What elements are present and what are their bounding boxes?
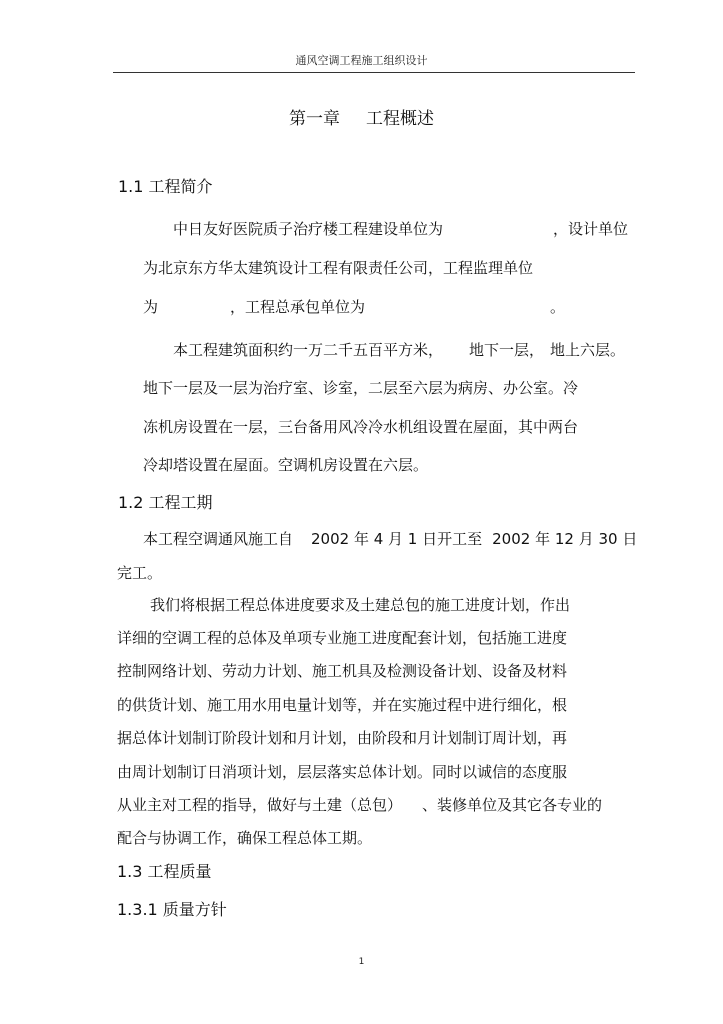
subsection-1-3-1-heading: 1.3.1 质量方针: [117, 900, 227, 919]
section-1-3-heading: 1.3 工程质量: [117, 862, 212, 881]
page-number: 1: [358, 957, 365, 967]
para-line: 冻机房设置在一层，三台备用风冷冷水机组设置在屋面，其中两台: [143, 418, 579, 436]
chapter-number: 第一章: [289, 109, 340, 129]
para-line: 本工程空调通风施工自 2002 年 4 月 1 日开工至 2002 年 12 月 30 日: [143, 530, 638, 548]
running-header: 通风空调工程施工组织设计: [295, 54, 428, 67]
para-line: 为 ，工程总承包单位为 。: [143, 298, 566, 316]
para-line: 冷却塔设置在屋面。空调机房设置在六层。: [143, 456, 429, 474]
para-line: 为北京东方华太建筑设计工程有限责任公司，工程监理单位: [143, 259, 534, 277]
para-line: 配合与协调工作，确保工程总体工期。: [117, 829, 373, 847]
para-line: 完工。: [117, 564, 163, 582]
para-line: 我们将根据工程总体进度要求及土建总包的施工进度计划，作出: [150, 596, 571, 614]
chapter-title: [0, 108, 723, 130]
para-line: 据总体计划制订阶段计划和月计划，由阶段和月计划制订周计划，再: [117, 729, 568, 747]
chapter-name: 工程概述: [366, 109, 434, 129]
para-line: 由周计划制订日消项计划，层层落实总体计划。同时以诚信的态度服: [117, 763, 568, 781]
para-line: 地下一层及一层为治疗室、诊室，二层至六层为病房、办公室。冷: [143, 379, 579, 397]
para-line: 本工程建筑面积约一万二千五百平方米， 地下一层， 地上六层。: [173, 341, 626, 359]
header-rule: [113, 72, 635, 73]
para-line: 控制网络计划、劳动力计划、施工机具及检测设备计划、设备及材料: [117, 662, 568, 680]
section-1-1-heading: 1.1 工程简介: [118, 177, 213, 196]
para-line: 详细的空调工程的总体及单项专业施工进度配套计划，包括施工进度: [117, 629, 568, 647]
para-line: 的供货计划、施工用水用电量计划等，并在实施过程中进行细化，根: [117, 696, 568, 714]
para-line: 从业主对工程的指导，做好与土建（总包） 、装修单位及其它各专业的: [117, 796, 603, 814]
section-1-2-heading: 1.2 工程工期: [118, 493, 213, 512]
para-line: 中日友好医院质子治疗楼工程建设单位为 ，设计单位: [173, 220, 629, 238]
